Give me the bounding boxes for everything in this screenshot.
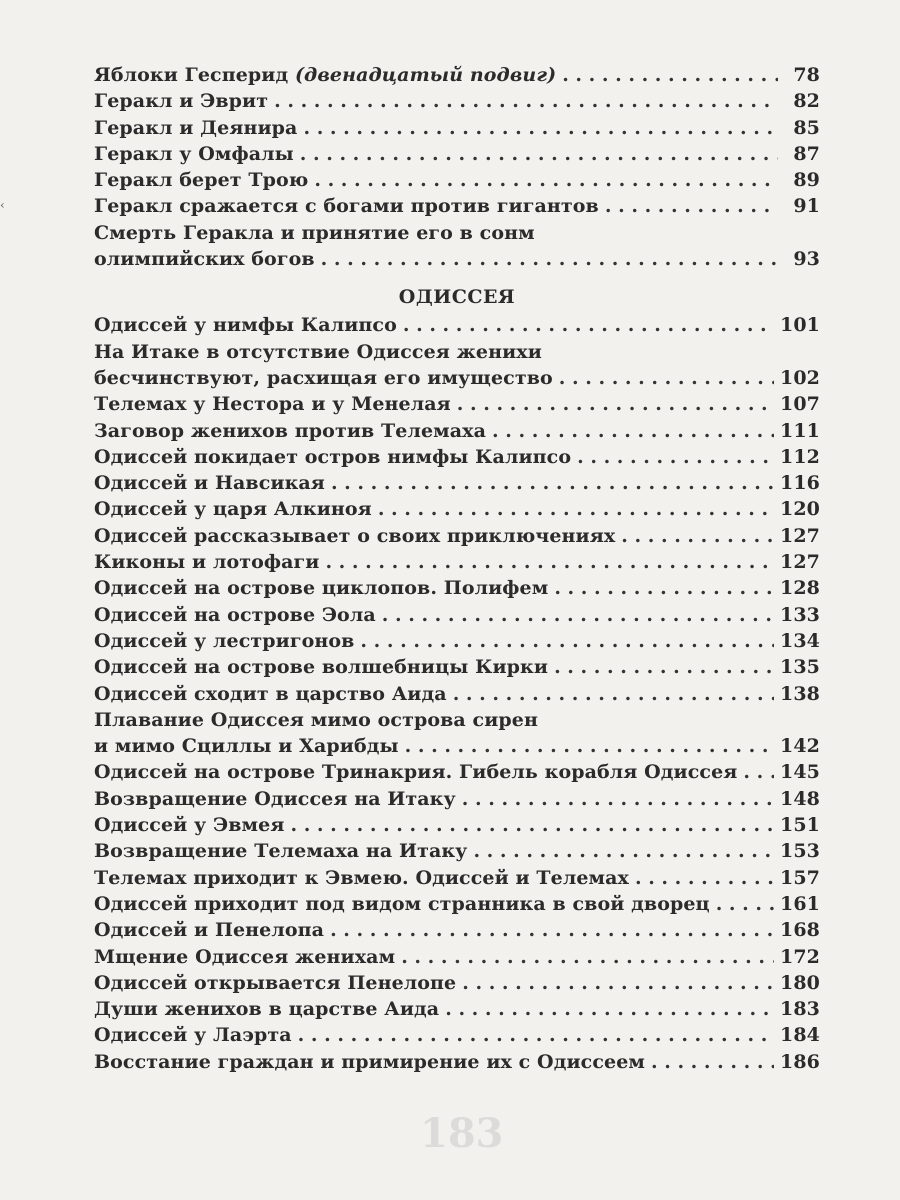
toc-entry-line — [94, 246, 820, 272]
toc-entry — [94, 339, 820, 392]
toc-entry-title — [94, 62, 556, 88]
toc-entry-title — [94, 1049, 645, 1075]
toc-entry-title-text: Геракл берет Трою — [94, 169, 309, 192]
toc-entry-title-continued: олимпийских богов — [94, 248, 315, 271]
toc-entry — [94, 865, 820, 891]
toc-entry-first-line — [94, 220, 820, 246]
bleed-through-page-number: 183 — [420, 1110, 504, 1157]
toc-entry — [94, 193, 820, 219]
toc-entry-title — [94, 891, 710, 917]
toc-entry-line — [94, 865, 820, 891]
toc-page-number: 93 — [793, 248, 820, 271]
toc-entry — [94, 917, 820, 943]
toc-entry — [94, 167, 820, 193]
toc-entry-title — [94, 628, 354, 654]
toc-entry-line — [94, 891, 820, 917]
dot-leader — [382, 602, 774, 628]
toc-entry-line — [94, 970, 820, 996]
toc-entry-title — [94, 759, 737, 785]
toc-entry-title-text: Одиссей рассказывает о своих приключениях — [94, 524, 616, 547]
toc-entry-title-text: Восстание граждан и примирение их с Одиссеем — [94, 1050, 645, 1073]
toc-page-number: 186 — [780, 1050, 820, 1073]
toc-entry-title-text: Одиссей у царя Алкиноя — [94, 498, 372, 521]
toc-page-number: 168 — [780, 919, 820, 942]
dot-leader — [325, 549, 774, 575]
dot-leader — [554, 654, 774, 680]
dot-leader — [314, 167, 778, 193]
toc-entry-line — [94, 759, 820, 785]
toc-page-number: 87 — [793, 142, 820, 165]
toc-entry-title-text: Одиссей у лестригонов — [94, 629, 355, 652]
dot-leader — [716, 891, 774, 917]
toc-entry-line — [94, 602, 820, 628]
toc-entry-title-text: Одиссей открывается Пенелопе — [94, 971, 457, 994]
toc-entry-title-text: Геракл сражается с богами против гигантов — [94, 195, 599, 218]
dot-leader — [457, 391, 774, 417]
toc-entry-title-text: Души женихов в царстве Аида — [94, 998, 440, 1021]
toc-page-number: 134 — [780, 629, 820, 652]
dot-leader — [453, 681, 774, 707]
toc-entry-title-text: Заговор женихов против Телемаха — [94, 419, 487, 442]
toc-entry-line — [94, 391, 820, 417]
toc-entry-title-text: Одиссей на острове циклопов. Полифем — [94, 577, 549, 600]
toc-entry-line — [94, 496, 820, 522]
toc-page-number: 145 — [780, 761, 820, 784]
toc-entry-title: На Итаке в отсутствие Одиссея женихи — [94, 340, 542, 363]
dot-leader — [562, 62, 778, 88]
toc-page-number: 180 — [780, 971, 820, 994]
toc-entry — [94, 970, 820, 996]
toc-entry — [94, 681, 820, 707]
toc-entry-title — [94, 838, 467, 864]
dot-leader — [492, 418, 774, 444]
dot-leader — [743, 759, 774, 785]
toc-entry-title-text: Геракл и Деянира — [94, 116, 298, 139]
toc-entry — [94, 523, 820, 549]
toc-entry-title — [94, 1022, 292, 1048]
dot-leader — [462, 786, 774, 812]
toc-part-odyssey — [94, 312, 820, 1075]
toc-page-number: 148 — [780, 787, 820, 810]
toc-entry-title — [94, 917, 324, 943]
toc-page-number: 135 — [780, 656, 820, 679]
toc-entry-line — [94, 88, 820, 114]
toc-page-number: 138 — [780, 682, 820, 705]
toc-entry-title-continued: и мимо Сциллы и Харибды — [94, 735, 399, 758]
toc-page-number: 111 — [780, 419, 820, 442]
toc-entry-line — [94, 115, 820, 141]
toc-page-number: 157 — [780, 866, 820, 889]
toc-entry-title — [94, 602, 376, 628]
toc-entry-title-text: Одиссей приходит под видом странника в свой дворец — [94, 892, 710, 915]
dot-leader — [401, 944, 774, 970]
toc-entry-title — [94, 996, 439, 1022]
toc-page-number: 184 — [780, 1024, 820, 1047]
toc-page-number: 183 — [780, 998, 820, 1021]
toc-entry-title-text: Киконы и лотофаги — [94, 551, 320, 574]
toc-entry — [94, 759, 820, 785]
toc-entry-line — [94, 996, 820, 1022]
dot-leader — [445, 996, 774, 1022]
toc-entry — [94, 1022, 820, 1048]
toc-entry — [94, 220, 820, 273]
toc-entry-line — [94, 549, 820, 575]
toc-entry-line — [94, 575, 820, 601]
toc-page-number: 120 — [780, 498, 820, 521]
toc-entry-title-text: Телемах приходит к Эвмею. Одиссей и Телемах — [94, 866, 629, 889]
toc-entry-title-text: Мщение Одиссея женихам — [94, 945, 396, 968]
toc-entry-title-continued: бесчинствуют, расхищая его имущество — [94, 366, 553, 389]
toc-entry — [94, 141, 820, 167]
toc-page-number: 153 — [780, 840, 820, 863]
toc-page-number: 116 — [780, 472, 820, 495]
toc-entry-title-text: Одиссей и Пенелопа — [94, 919, 325, 942]
toc-entry-title — [94, 654, 548, 680]
toc-entry-line — [94, 838, 820, 864]
toc-entry — [94, 444, 820, 470]
dot-leader — [298, 1022, 774, 1048]
dot-leader — [635, 865, 774, 891]
table-of-contents — [94, 62, 820, 1075]
toc-page-number: 107 — [780, 393, 820, 416]
toc-entry — [94, 628, 820, 654]
toc-entry-line — [94, 312, 820, 338]
toc-entry — [94, 575, 820, 601]
toc-page-number: 85 — [793, 116, 820, 139]
toc-entry — [94, 838, 820, 864]
toc-page-number: 82 — [793, 90, 820, 113]
toc-entry-line — [94, 418, 820, 444]
dot-leader — [378, 496, 774, 522]
toc-entry-first-line — [94, 339, 820, 365]
dot-leader — [290, 812, 774, 838]
dot-leader — [360, 628, 774, 654]
toc-entry-line — [94, 444, 820, 470]
toc-entry-line — [94, 470, 820, 496]
toc-page-number: 133 — [780, 603, 820, 626]
toc-page-number: 151 — [780, 814, 820, 837]
toc-entry-line — [94, 62, 820, 88]
toc-entry — [94, 891, 820, 917]
toc-part-heracles — [94, 62, 820, 272]
toc-entry-title-text: Одиссей на острове Тринакрия. Гибель корабля Одиссея — [94, 761, 738, 784]
dot-leader — [554, 575, 774, 601]
toc-entry-title — [94, 549, 319, 575]
toc-entry-line — [94, 1022, 820, 1048]
toc-entry-title — [94, 812, 284, 838]
toc-page-number: 142 — [780, 735, 820, 758]
toc-entry — [94, 786, 820, 812]
toc-entry — [94, 996, 820, 1022]
toc-entry-title — [94, 865, 629, 891]
toc-entry — [94, 312, 820, 338]
toc-entry-title — [94, 312, 397, 338]
toc-entry-title — [94, 88, 268, 114]
dot-leader — [405, 733, 774, 759]
dot-leader — [462, 970, 774, 996]
toc-entry — [94, 944, 820, 970]
toc-entry-title: Плавание Одиссея мимо острова сирен — [94, 708, 538, 731]
edge-mark: ‹ — [0, 198, 5, 212]
toc-page-number: 128 — [780, 577, 820, 600]
toc-entry-subtitle: (двенадцатый подвиг) — [294, 64, 557, 86]
toc-entry — [94, 391, 820, 417]
toc-entry-title — [94, 141, 294, 167]
toc-entry-title-text: Одиссей сходит в царство Аида — [94, 682, 447, 705]
toc-entry-title-text: Одиссей у Лаэрта — [94, 1024, 292, 1047]
toc-page-number: 127 — [780, 551, 820, 574]
toc-entry-line — [94, 193, 820, 219]
toc-entry-title-text: Одиссей покидает остров нимфы Калипсо — [94, 445, 572, 468]
toc-entry — [94, 549, 820, 575]
dot-leader — [621, 523, 774, 549]
toc-page-number: 127 — [780, 524, 820, 547]
toc-entry-line — [94, 628, 820, 654]
toc-page-number: 102 — [780, 366, 820, 389]
toc-entry-title-text: Одиссей у нимфы Калипсо — [94, 314, 397, 337]
toc-entry-title — [94, 970, 456, 996]
toc-entry-line — [94, 733, 820, 759]
toc-entry-title-text: Геракл у Омфалы — [94, 142, 294, 165]
toc-entry — [94, 707, 820, 760]
toc-entry-title — [94, 167, 308, 193]
toc-page-number: 89 — [793, 169, 820, 192]
toc-entry-line — [94, 944, 820, 970]
toc-entry-line — [94, 654, 820, 680]
toc-entry-line — [94, 786, 820, 812]
toc-page-number: 91 — [793, 195, 820, 218]
toc-entry-title — [94, 944, 395, 970]
toc-page-number: 172 — [780, 945, 820, 968]
toc-entry — [94, 602, 820, 628]
toc-entry-title-text: Одиссей у Эвмея — [94, 814, 285, 837]
toc-page-number: 112 — [780, 445, 820, 468]
toc-entry-line — [94, 1049, 820, 1075]
toc-entry-title-text: Яблоки Гесперид — [94, 64, 295, 86]
toc-entry-line — [94, 523, 820, 549]
dot-leader — [331, 470, 774, 496]
toc-entry-title-text: Телемах у Нестора и у Менелая — [94, 393, 451, 416]
toc-entry — [94, 115, 820, 141]
toc-entry-line — [94, 812, 820, 838]
toc-entry-title — [94, 418, 486, 444]
toc-entry-title — [94, 391, 451, 417]
toc-entry — [94, 1049, 820, 1075]
dot-leader — [300, 141, 778, 167]
toc-entry-title-text: Возвращение Телемаха на Итаку — [94, 840, 468, 863]
toc-entry-title-text: Одиссей и Навсикая — [94, 472, 325, 495]
toc-entry — [94, 88, 820, 114]
toc-entry-title-text: Возвращение Одиссея на Итаку — [94, 787, 456, 810]
toc-entry-title — [94, 786, 456, 812]
toc-entry-line — [94, 365, 820, 391]
toc-entry-title-text: Одиссей на острове Эола — [94, 603, 376, 626]
toc-entry — [94, 654, 820, 680]
toc-entry-title — [94, 470, 325, 496]
toc-entry-line — [94, 681, 820, 707]
toc-entry-title-text: Одиссей на острове волшебницы Кирки — [94, 656, 549, 679]
dot-leader — [559, 365, 774, 391]
toc-entry-title — [94, 193, 599, 219]
toc-entry-line — [94, 917, 820, 943]
toc-entry-title — [94, 115, 297, 141]
dot-leader — [330, 917, 774, 943]
dot-leader — [651, 1049, 774, 1075]
dot-leader — [403, 312, 774, 338]
toc-entry — [94, 812, 820, 838]
toc-entry-title — [94, 444, 571, 470]
toc-entry-title — [94, 575, 548, 601]
toc-entry — [94, 470, 820, 496]
toc-page-number: 78 — [793, 64, 820, 86]
dot-leader — [321, 246, 778, 272]
toc-entry-title: Смерть Геракла и принятие его в сонм — [94, 221, 535, 244]
dot-leader — [274, 88, 778, 114]
dot-leader — [577, 444, 774, 470]
toc-entry-title-text: Геракл и Эврит — [94, 90, 269, 113]
toc-entry-title — [94, 523, 615, 549]
toc-page-number: 161 — [780, 892, 820, 915]
toc-entry-line — [94, 141, 820, 167]
toc-entry-title — [94, 681, 447, 707]
toc-entry-line — [94, 167, 820, 193]
toc-entry — [94, 496, 820, 522]
dot-leader — [303, 115, 778, 141]
toc-entry — [94, 62, 820, 88]
dot-leader — [605, 193, 778, 219]
toc-entry-title — [94, 496, 372, 522]
toc-entry — [94, 418, 820, 444]
toc-entry-first-line — [94, 707, 820, 733]
toc-page-number: 101 — [780, 314, 820, 337]
section-title: ОДИССЕЯ — [398, 286, 516, 309]
dot-leader — [473, 838, 774, 864]
